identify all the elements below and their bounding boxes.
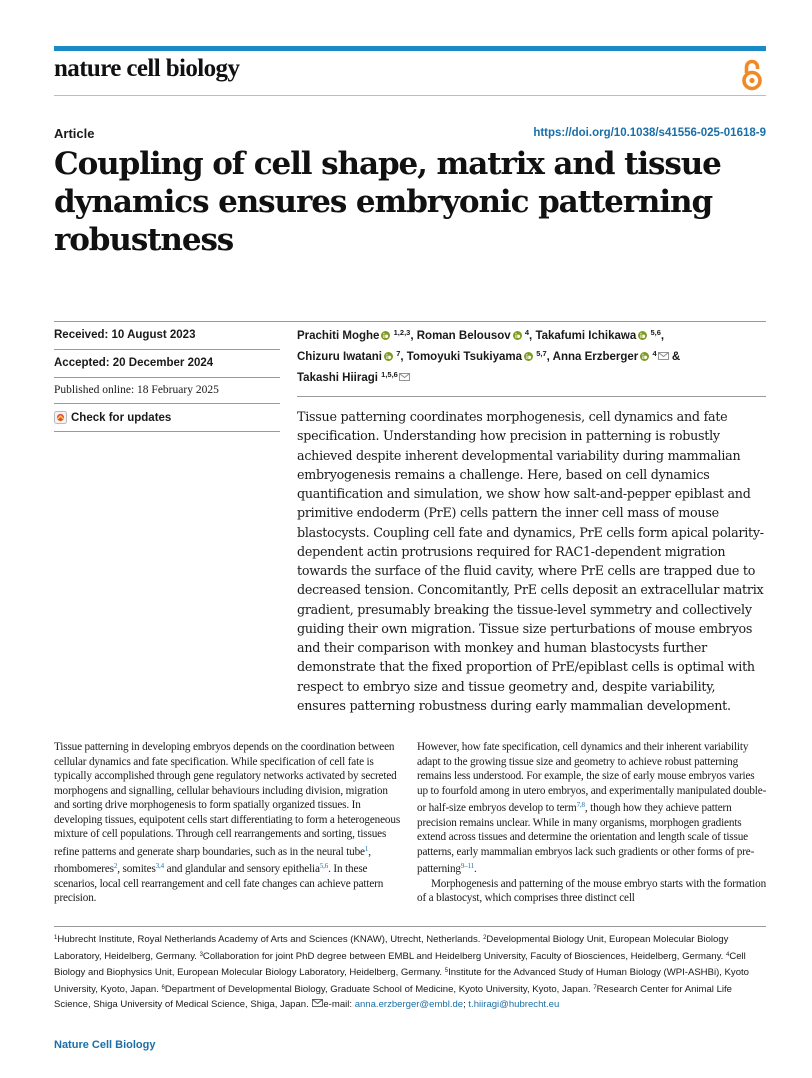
author-name: Roman Belousov [416, 330, 511, 342]
email-icon[interactable] [399, 373, 410, 381]
open-access-icon[interactable] [738, 58, 766, 92]
affiliation: Hubrecht Institute, Royal Netherlands Academy of Arts and Sciences (KNAW), Utrecht, Netherlands. [57, 934, 484, 945]
orcid-icon[interactable] [513, 331, 522, 340]
affiliation-marker: 4 [652, 349, 657, 358]
email-link-hiiragi[interactable]: t.hiiragi@hubrecht.eu [468, 999, 560, 1010]
author-list [297, 324, 767, 387]
body-text: and glandular and sensory epithelia [163, 863, 320, 876]
check-for-updates-button[interactable] [54, 404, 280, 432]
citation[interactable]: 5,6 [319, 862, 329, 871]
body-text: , somites [117, 863, 156, 876]
citation[interactable]: 2 [113, 862, 118, 871]
body-column-right [417, 740, 767, 906]
author-name: Chizuru Iwatani [297, 351, 382, 363]
author-name: Prachiti Moghe [297, 330, 380, 342]
email-separator: ; [463, 999, 466, 1010]
email-icon[interactable] [658, 352, 669, 360]
body-text: . In these scenarios, local cell rearrangement and cell fate changes can achieve pattern precision. [54, 863, 384, 905]
journal-accent-bar [54, 46, 766, 51]
email-label: e-mail: [323, 999, 355, 1010]
body-text: Tissue patterning in developing embryos depends on the coordination between cellular dynamics and fate specification. While specification of cell fate is typically accomplished through gene regulatory networks activated by secreted morphogens and signalling, cellular behaviours including division, migration and sorting drive morphogenesis to form spatially organized tissues. In developing tissues, equipotent cells start differentiating to form a heterogeneous mixture of cell populations. Through cell rearrangements and sorting, tissues refine patterns and generate sharp boundaries, such as in the neural tube [54, 741, 401, 858]
affiliation-number: 2 [483, 935, 487, 941]
journal-name: nature cell biology [54, 55, 240, 82]
affiliation: Developmental Biology Unit, European Molecular Biology Laboratory, Heidelberg, Germany. [54, 934, 729, 962]
footnote-divider [54, 926, 766, 927]
author-name: Takafumi Ichikawa [535, 330, 637, 342]
article-history [54, 322, 280, 432]
abstract: Tissue patterning coordinates morphogenesis, cell dynamics and fate specification. Understanding how precision in patterning is robustly achieved despite inherent developmental variability during mammalian embryogenesis remains a challenge. Here, based on cell dynamics quantification and simulation, we show how salt-and-pepper epiblast and primitive endoderm (PrE) cells pattern the inner cell mass of mouse blastocysts. Coupling cell fate and dynamics, PrE cells form apical polarity-dependent actin protrusions required for RAC1-dependent migration towards the surface of the fluid cavity, where PrE cells are trapped due to decreased tension. Concomitantly, PrE cells deposit an extracellular matrix gradient, presumably breaking the tissue-level symmetry and collectively guiding their own migration. Tissue size perturbations of mouse embryos and their comparison with monkey and human blastocysts further demonstrate that the fixed proportion of PrE/epiblast cells is optimal with respect to embryo size and tissue geometry and, despite variability, ensures patterning robustness during early mammalian development. [297, 409, 764, 713]
affiliation-marker: 1,5,6 [381, 370, 398, 379]
affiliation: Cell Biology and Biophysics Unit, European Molecular Biology Laboratory, Heidelberg, Germany. [54, 950, 746, 978]
body-text: However, how fate specification, cell dynamics and their inherent variability adapt to the growing tissue size and geometry to achieve robust patterning remains less understood. For example, the size of early mouse embryos varies up to fourfold among in utero embryos, and experimentally manipulated double- or half-size embryos develop to term [417, 741, 767, 815]
affiliations [54, 931, 770, 1013]
body-paragraph: Morphogenesis and patterning of the mouse embryo starts with the formation of a blastocyst, which comprises three distinct cell [417, 877, 767, 905]
email-icon [312, 999, 323, 1007]
orcid-icon[interactable] [638, 331, 647, 340]
accepted-date: Accepted: 20 December 2024 [54, 350, 280, 378]
author-separator: , [546, 351, 550, 363]
citation[interactable]: 3,4 [155, 862, 164, 871]
affiliation-number: 6 [161, 984, 165, 991]
orcid-icon[interactable] [524, 352, 533, 361]
affiliation-number: 7 [593, 984, 597, 991]
author[interactable] [553, 351, 681, 363]
affiliation-number: 3 [199, 951, 203, 958]
author[interactable] [297, 330, 414, 342]
abstract-divider [297, 396, 766, 397]
check-updates-icon [54, 411, 67, 424]
body-text: , though how they achieve pattern precision remains unclear. While in many organisms, morphogen gradients extend across tissues and determine the orientation and length scale of tissue patterns, early mammalian embryos lack such gradients or other forms of pre-patterning [417, 802, 755, 876]
author-separator: , [529, 330, 533, 342]
affiliation-number: 5 [444, 968, 449, 974]
citation[interactable]: 1 [364, 844, 369, 853]
article-title: Coupling of cell shape, matrix and tissue dynamics ensures embryonic patterning robustness [54, 146, 721, 258]
author-name: Anna Erzberger [552, 351, 639, 363]
affiliation-marker: 1,2,3 [393, 328, 411, 337]
affiliation-number: 4 [725, 951, 730, 958]
affiliation: Collaboration for joint PhD degree between EMBL and Heidelberg University, Faculty of Biosciences, Heidelberg, Germany. [202, 950, 726, 962]
author[interactable] [297, 372, 410, 384]
affiliation-marker: 4 [524, 328, 530, 337]
affiliation-number: 1 [54, 935, 58, 941]
email-link-erzberger[interactable]: anna.erzberger@embl.de [354, 999, 464, 1010]
affiliation: Institute for the Advanced Study of Human Biology (WPI-ASHBi), Kyoto University, Kyoto, Japan. [54, 967, 749, 995]
author[interactable] [417, 330, 533, 342]
body-column-left [54, 740, 404, 906]
author-name: Takashi Hiiragi [297, 372, 378, 384]
author-separator: , [400, 351, 404, 363]
orcid-icon[interactable] [640, 352, 649, 361]
author-name: Tomoyuki Tsukiyama [406, 351, 523, 363]
article-type: Article [54, 126, 95, 141]
doi-link[interactable]: https://doi.org/10.1038/s41556-025-01618-9 [533, 127, 766, 139]
affiliation-marker: 5,7 [536, 349, 547, 358]
citation[interactable]: 9–11 [460, 862, 474, 871]
received-date: Received: 10 August 2023 [54, 322, 280, 350]
affiliation: Department of Developmental Biology, Graduate School of Medicine, Kyoto University, Kyoto, Japan. [164, 983, 594, 995]
check-updates-label: Check for updates [71, 411, 172, 424]
author-separator: , [660, 330, 665, 342]
body-text: . [474, 863, 477, 876]
body-text: , rhombomeres [54, 845, 371, 876]
author[interactable] [407, 351, 550, 363]
orcid-icon[interactable] [381, 331, 390, 340]
citation[interactable]: 7,8 [576, 801, 585, 810]
header-divider [54, 95, 766, 96]
author-separator: , [410, 330, 414, 342]
affiliation-marker: 5,6 [650, 328, 661, 337]
author-separator: & [668, 351, 681, 363]
affiliation: Research Center for Animal Life Science, Shiga University of Medical Science, Shiga, Japan. [54, 983, 732, 1010]
author[interactable] [297, 351, 404, 363]
author[interactable] [535, 330, 664, 342]
footer-journal-name: Nature Cell Biology [54, 1039, 156, 1051]
published-date: Published online: 18 February 2025 [54, 378, 280, 404]
affiliation-marker: 7 [396, 349, 401, 358]
orcid-icon[interactable] [384, 352, 393, 361]
